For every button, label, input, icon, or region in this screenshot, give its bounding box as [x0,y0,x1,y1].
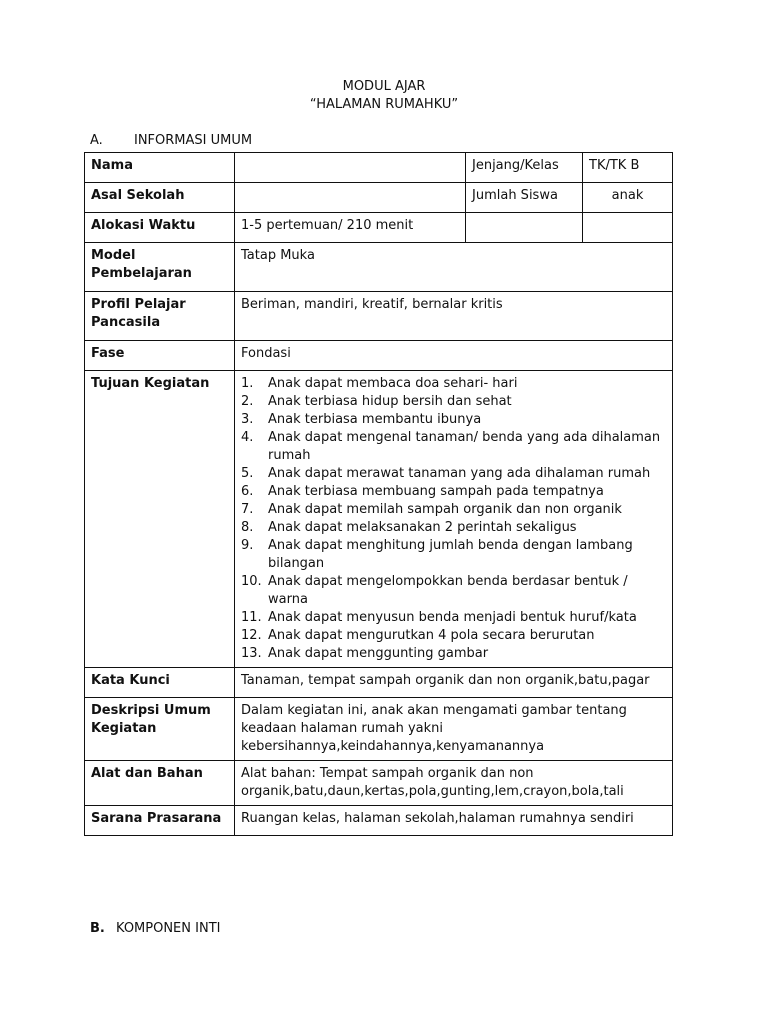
goal-number: 1. [241,376,254,391]
goal-item [241,483,666,501]
empty-cell [466,213,583,243]
goal-number: 9. [241,538,254,553]
goal-item [241,465,666,483]
label-sarana: Sarana Prasarana [85,806,235,836]
goal-item [241,393,666,411]
goal-number: 2. [241,394,254,409]
goal-number: 13. [241,646,262,661]
table-row-fase [85,341,673,371]
label-profil-pelajar: Profil Pelajar Pancasila [85,292,235,341]
goal-item [241,645,666,663]
goal-number: 6. [241,484,254,499]
label-kata-kunci: Kata Kunci [85,668,235,698]
label-fase: Fase [85,341,235,371]
label-jenjang-kelas: Jenjang/Kelas [466,153,583,183]
table-row-asal-sekolah [85,183,673,213]
goal-number: 10. [241,574,262,589]
value-asal-sekolah [235,183,466,213]
section-a-heading [90,133,252,148]
goal-number: 11. [241,610,262,625]
general-info-table [84,152,673,836]
value-jumlah-siswa: anak [583,183,673,213]
goal-item [241,411,666,429]
section-a-number: A. [90,133,103,148]
table-row-sarana [85,806,673,836]
goal-number: 3. [241,412,254,427]
goal-text: Anak dapat menyusun benda menjadi bentuk huruf/kata [268,610,637,625]
goal-text: Anak dapat menggunting gambar [268,646,489,661]
goal-number: 4. [241,430,254,445]
label-tujuan-kegiatan: Tujuan Kegiatan [85,371,235,668]
goal-number: 8. [241,520,254,535]
goal-text: Anak dapat memilah sampah organik dan non organik [268,502,622,517]
goal-number: 12. [241,628,262,643]
label-asal-sekolah: Asal Sekolah [85,183,235,213]
document-title: MODUL AJAR [342,79,426,94]
goal-item [241,537,666,573]
goal-text: Anak dapat melaksanakan 2 perintah sekaligus [268,520,577,535]
table-row-alat-bahan [85,761,673,806]
value-jenjang-kelas: TK/TK B [583,153,673,183]
goal-text: Anak dapat mengelompokkan benda berdasar bentuk / warna [268,574,628,607]
goal-number: 7. [241,502,254,517]
goal-item [241,519,666,537]
value-sarana: Ruangan kelas, halaman sekolah,halaman rumahnya sendiri [235,806,673,836]
goal-text: Anak terbiasa membuang sampah pada tempatnya [268,484,604,499]
value-alat-bahan: Alat bahan: Tempat sampah organik dan non organik,batu,daun,kertas,pola,gunting,lem,crayon,bola,tali [235,761,673,806]
value-nama [235,153,466,183]
goal-number: 5. [241,466,254,481]
table-row-alokasi-waktu [85,213,673,243]
label-nama: Nama [85,153,235,183]
goal-item [241,573,666,609]
empty-cell [583,213,673,243]
value-profil-pelajar: Beriman, mandiri, kreatif, bernalar kritis [235,292,673,341]
table-row-model [85,243,673,292]
section-b-heading [90,921,220,936]
goal-text: Anak dapat menghitung jumlah benda dengan lambang bilangan [268,538,633,571]
goal-text: Anak dapat merawat tanaman yang ada dihalaman rumah [268,466,651,481]
value-kata-kunci: Tanaman, tempat sampah organik dan non organik,batu,pagar [235,668,673,698]
label-model-pembelajaran: Model Pembelajaran [85,243,235,292]
label-alat-bahan: Alat dan Bahan [85,761,235,806]
label-deskripsi: Deskripsi Umum Kegiatan [85,698,235,761]
goal-text: Anak dapat mengurutkan 4 pola secara berurutan [268,628,595,643]
value-fase: Fondasi [235,341,673,371]
table-row-nama [85,153,673,183]
label-alokasi-waktu: Alokasi Waktu [85,213,235,243]
goal-text: Anak terbiasa hidup bersih dan sehat [268,394,512,409]
table-row-kata-kunci [85,668,673,698]
goal-text: Anak dapat membaca doa sehari- hari [268,376,518,391]
table-row-profil [85,292,673,341]
goal-text: Anak terbiasa membantu ibunya [268,412,482,427]
goal-item [241,375,666,393]
document-subtitle: “HALAMAN RUMAHKU” [309,97,459,112]
section-b-label: KOMPONEN INTI [116,921,221,936]
goal-item [241,501,666,519]
table-row-deskripsi [85,698,673,761]
goal-text: Anak dapat mengenal tanaman/ benda yang ada dihalaman rumah [268,430,661,463]
label-jumlah-siswa: Jumlah Siswa [466,183,583,213]
goal-item [241,609,666,627]
value-deskripsi: Dalam kegiatan ini, anak akan mengamati gambar tentang keadaan halaman rumah yakni kebersihannya,keindahannya,kenyamanannya [235,698,673,761]
value-alokasi-waktu: 1-5 pertemuan/ 210 menit [235,213,466,243]
section-a-label: INFORMASI UMUM [134,133,253,148]
goals-list [241,375,666,663]
value-model-pembelajaran: Tatap Muka [235,243,673,292]
goal-item [241,429,666,465]
section-b-number: B. [90,921,105,936]
goal-item [241,627,666,645]
table-row-tujuan [85,371,673,668]
value-tujuan-kegiatan [235,371,673,668]
